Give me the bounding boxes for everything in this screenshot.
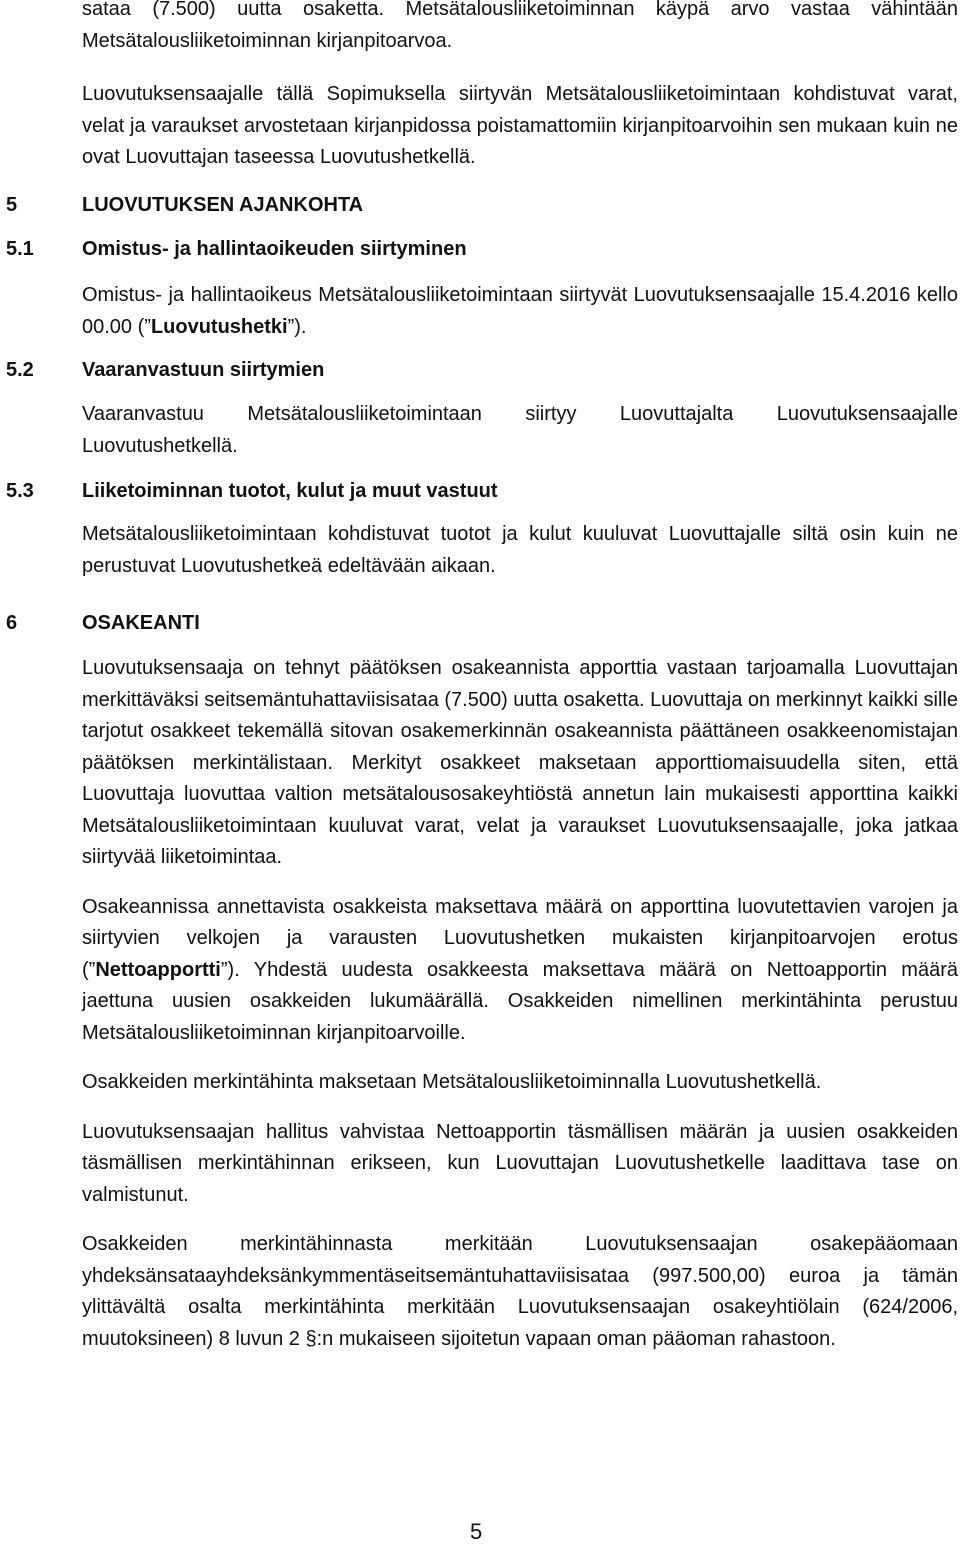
section-6-paragraph-1: Luovutuksensaaja on tehnyt päätöksen osakeannista apporttia vastaan tarjoamalla Luovuttajan merkittäväksi seitsemäntuhattaviisisataa (7.500) uutta osaketta. Luovuttaja on merkinnyt kaikki sille tarjotut osakkeet tekemällä sitovan osakemerkinnän osakeannista päättäneen osakkeenomistajan päätöksen merkintälistaan. Merkityt osakkeet maksetaan apporttiomaisuudella siten, että Luovuttaja luovuttaa valtion metsätalousosakeyhtiöstä annetun lain mukaisesti apporttina kaikki Metsätalousliiketoimintaan kuuluvat varat, velat ja varaukset Luovutuksensaajalle, joka jatkaa siirtyvää liiketoimintaa. bbox=[82, 657, 958, 868]
intro-paragraph-2: Luovutuksensaajalle tällä Sopimuksella siirtyvän Metsätalousliiketoimintaan kohdistuvat varat, velat ja varaukset arvostetaan kirjanpidossa poistamattomiin kirjanpitoarvoihin sen mukaan kuin ne ovat Luovuttajan taseessa Luovutushetkellä. bbox=[82, 83, 958, 168]
section-6-paragraph-3: Osakkeiden merkintähinta maksetaan Metsätalousliiketoiminnalla Luovutushetkellä. bbox=[82, 1071, 822, 1093]
section-5-heading bbox=[6, 191, 363, 219]
section-5-1-heading bbox=[6, 235, 467, 263]
section-6-paragraph-2 bbox=[82, 892, 958, 1050]
section-5-3-title: Liiketoiminnan tuotot, kulut ja muut vastuut bbox=[82, 480, 498, 502]
section-5-3-heading bbox=[6, 477, 498, 505]
section-6-title: OSAKEANTI bbox=[82, 612, 200, 634]
section-6-paragraph-2-text-b: ”). Yhdestä uudesta osakkeesta maksettava määrä on Nettoapportin määrä jaettuna uusien osakkeiden lukumäärällä. Osakkeiden nimellinen merkintähinta perustuu Metsätalousliiketoiminnan kirjanpitoarvoille. bbox=[82, 958, 958, 1044]
section-5-number: 5 bbox=[6, 194, 18, 216]
section-5-2-paragraph: Vaaranvastuu Metsätalousliiketoimintaan siirtyy Luovuttajalta Luovutuksensaajalle Luovutushetkellä. bbox=[82, 403, 958, 457]
intro-block bbox=[82, 0, 958, 174]
section-6-paragraph-5: Osakkeiden merkintähinnasta merkitään Luovutuksensaajan osakepääomaan yhdeksänsataayhdeksänkymmentäseitsemäntuhattaviisisataa (997.500,00) euroa ja tämän ylittävältä osalta merkintähinta merkitään Luovutuksensaajan osakeyhtiölain (624/2006, muutoksineen) 8 luvun 2 §:n mukaiseen sijoitetun vapaan oman pääoman rahastoon. bbox=[82, 1233, 958, 1350]
intro-paragraph-1: sataa (7.500) uutta osaketta. Metsätalousliiketoiminnan käypä arvo vastaa vähintään Metsätalousliiketoiminnan kirjanpitoarvoa. bbox=[82, 0, 958, 52]
section-6-paragraph-4: Luovutuksensaajan hallitus vahvistaa Nettoapportin täsmällisen määrän ja uusien osakkeiden täsmällisen merkintähinnan erikseen, kun Luovuttajan Luovutushetkelle laadittava tase on valmistunut. bbox=[82, 1120, 958, 1206]
section-5-2-title: Vaaranvastuun siirtymien bbox=[82, 359, 325, 381]
section-5-1-text-b: ”). bbox=[287, 315, 307, 338]
section-5-3-body bbox=[82, 519, 958, 582]
section-5-2-heading bbox=[6, 356, 324, 384]
section-5-1-text-a: Omistus- ja hallintaoikeus Metsätalousliiketoimintaan siirtyvät Luovutuksensaajalle 15.4.2016 kello 00.00 (” bbox=[82, 284, 958, 338]
section-5-2-number: 5.2 bbox=[6, 359, 34, 381]
section-6-paragraph-2-text-a: Osakeannissa annettavista osakkeista maksettava määrä on apporttina luovutettavien varojen ja siirtyvien velkojen ja varausten Luovutushetken mukaisten kirjanpitoarvojen erotus (” bbox=[82, 895, 958, 981]
section-6-defined-term: Nettoapportti bbox=[95, 958, 221, 981]
section-5-3-paragraph: Metsätalousliiketoimintaan kohdistuvat tuotot ja kulut kuuluvat Luovuttajalle siltä osin kuin ne perustuvat Luovutushetkeä edeltävään aikaan. bbox=[82, 523, 958, 577]
section-5-1-number: 5.1 bbox=[6, 238, 34, 260]
section-5-1-title: Omistus- ja hallintaoikeuden siirtyminen bbox=[82, 238, 467, 260]
section-6-heading bbox=[6, 609, 200, 637]
section-5-3-number: 5.3 bbox=[6, 480, 34, 502]
section-6-body bbox=[82, 653, 958, 1355]
section-6-number: 6 bbox=[6, 612, 18, 634]
section-5-1-body bbox=[82, 280, 958, 343]
page-number: 5 bbox=[470, 1519, 483, 1544]
section-5-2-body bbox=[82, 399, 958, 462]
section-5-1-defined-term: Luovutushetki bbox=[150, 315, 288, 338]
section-5-1-paragraph bbox=[82, 280, 958, 343]
section-5-title: LUOVUTUKSEN AJANKOHTA bbox=[82, 194, 364, 216]
